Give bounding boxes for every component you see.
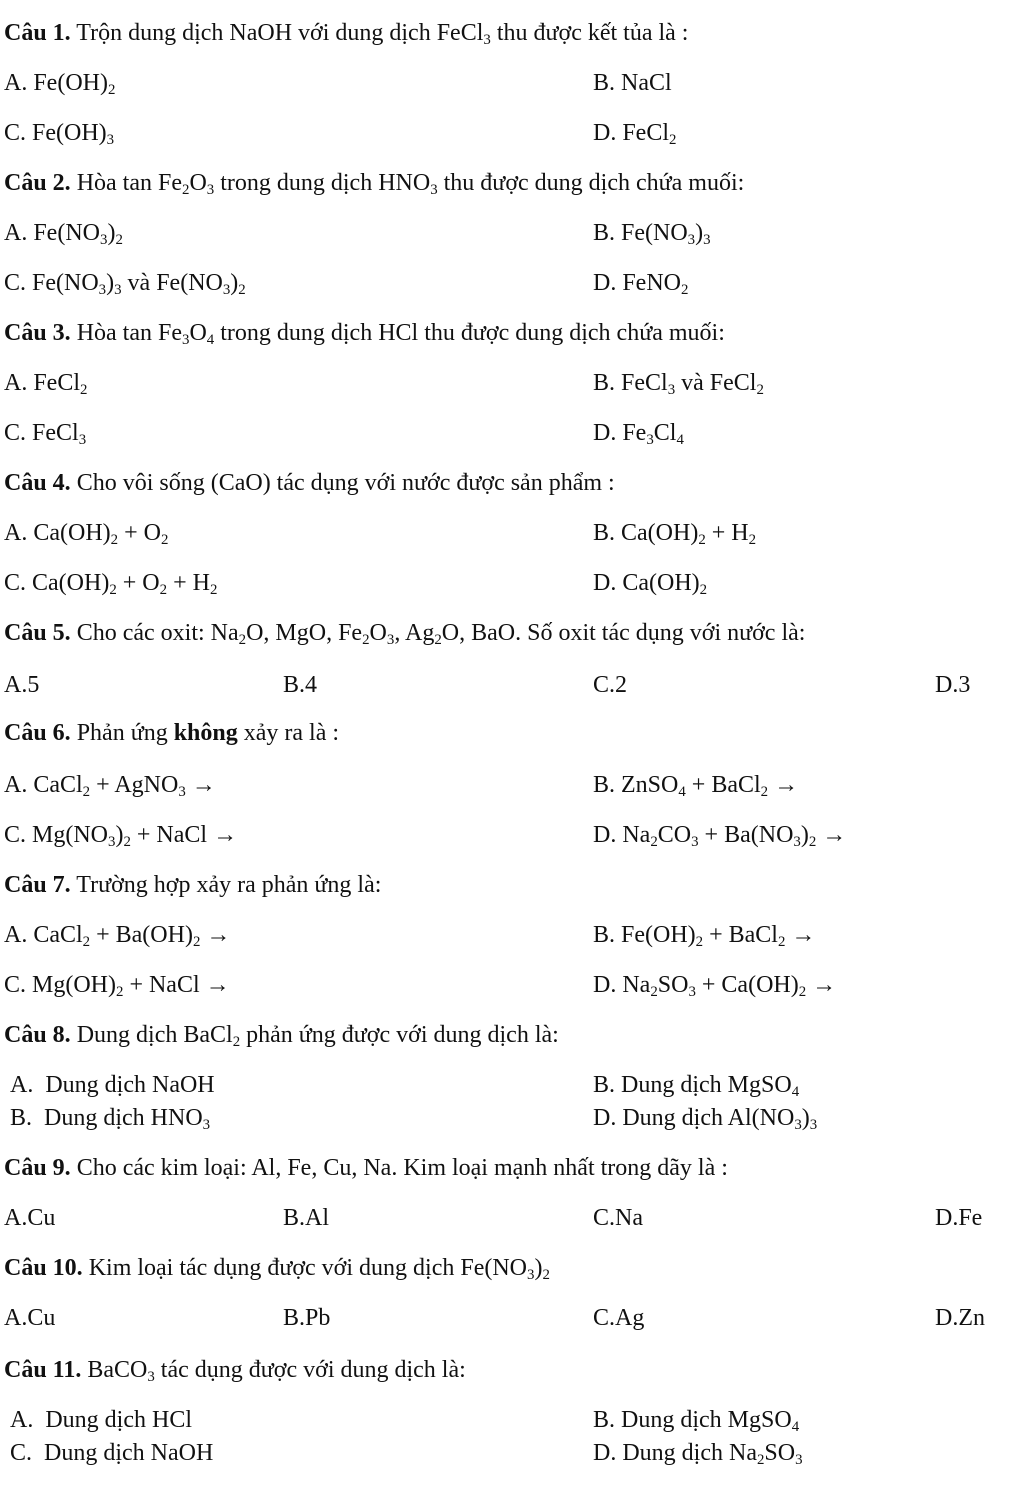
answer-option-2-a: A. $Fe(NO_3)_2$: [4, 220, 123, 249]
question-number: Câu 8.: [4, 1022, 71, 1048]
question-number: Câu 6.: [4, 720, 71, 746]
answer-option-10-b: B.Pb: [283, 1305, 331, 1331]
question-number: Câu 3.: [4, 320, 71, 346]
answer-option-3-d: D. $Fe_3Cl_4$: [593, 420, 684, 449]
question-11: [4, 1357, 466, 1384]
question-6: [4, 720, 339, 747]
answer-option-8-c: B. Dung dịch $HNO_3$: [10, 1105, 211, 1134]
answer-option-1-d: D. FeCl$_2$: [593, 120, 677, 149]
question-text: Cho vôi sống (CaO) tác dụng với nước được sản phẩm :: [70, 470, 615, 496]
question-number: Câu 4.: [4, 470, 71, 496]
question-text: Hòa $\tan Fe_2O_3$ trong dung dịch $HNO_3$ thu được dung dịch chứa muối:: [70, 170, 745, 199]
question-number: Câu 2.: [4, 170, 71, 196]
answer-option-4-b: B. $Ca(OH)_2 + H_2$: [593, 520, 757, 549]
answer-option-2-b: B. $Fe(NO_3)_3$: [593, 220, 711, 249]
answer-option-3-b: B. FeCl$_3$ và FeCl$_2$: [593, 370, 764, 399]
answer-option-5-d: D.3: [935, 672, 971, 698]
answer-option-7-c: C. $Mg(OH)_2$ + NaCl →: [4, 972, 230, 1001]
answer-option-6-a: A. CaCl$_2$ + AgNO$_3$ →: [4, 772, 216, 801]
answer-option-3-a: A. FeCl$_2$: [4, 370, 88, 399]
answer-option-10-c: C.Ag: [593, 1305, 645, 1331]
question-text: Cho các oxit: $Na_2O$, MgO, $Fe_2O_3$, $Ag_2O$, BaO. Số oxit tác dụng với nước là:: [70, 620, 806, 649]
answer-option-4-a: A. $Ca(OH)_2 + O_2$: [4, 520, 169, 549]
question-number: Câu 7.: [4, 872, 71, 898]
question-7: [4, 872, 381, 899]
question-8: [4, 1022, 559, 1049]
answer-option-10-a: A.Cu: [4, 1305, 56, 1331]
question-10: [4, 1255, 550, 1282]
answer-option-4-d: D. $Ca(OH)_2$: [593, 570, 708, 599]
answer-option-5-b: B.4: [283, 672, 318, 698]
answer-option-1-c: C. $Fe(OH)_3$: [4, 120, 115, 149]
question-5: [4, 620, 805, 647]
answer-option-6-b: B. ZnSO$_4$ + BaCl$_2$ →: [593, 772, 799, 801]
answer-option-9-d: D.Fe: [935, 1205, 983, 1231]
question-text: Dung dịch BaCl$_2$ phản ứng được với dung dịch là:: [70, 1022, 559, 1051]
answer-option-9-a: A.Cu: [4, 1205, 56, 1231]
answer-option-7-d: D. $Na_2SO_3 + Ca(OH)_2$ →: [593, 972, 837, 1001]
answer-option-8-d: D. Dung dịch $Al(NO_3)_3$: [593, 1105, 818, 1134]
answer-option-10-d: D.Zn: [935, 1305, 985, 1331]
question-number: Câu 9.: [4, 1155, 71, 1181]
question-1: [4, 20, 688, 47]
answer-option-7-a: A. CaCl$_2$ + $Ba(OH)_2$ →: [4, 922, 231, 951]
answer-option-2-c: C. $Fe(NO_3)_3$ và $Fe(NO_3)_2$: [4, 270, 246, 299]
answer-option-5-c: C.2: [593, 672, 628, 698]
answer-option-3-c: C. FeCl$_3$: [4, 420, 87, 449]
question-text: BaCO$_3$ tác dụng được với dung dịch là:: [81, 1357, 466, 1386]
answer-option-8-b: B. Dung dịch MgSO$_4$: [593, 1072, 800, 1101]
question-2: [4, 170, 744, 197]
answer-option-8-a: A. Dung dịch NaOH: [10, 1072, 215, 1098]
answer-option-9-b: B.Al: [283, 1205, 330, 1231]
answer-option-9-c: C.Na: [593, 1205, 643, 1231]
answer-option-7-b: B. $Fe(OH)_2$ + BaCl$_2$ →: [593, 922, 816, 951]
answer-option-1-b: B. NaCl: [593, 70, 672, 96]
answer-option-6-c: C. $Mg(NO_3)_2$ + NaCl →: [4, 822, 238, 851]
question-number: Câu 1.: [4, 20, 71, 46]
answer-option-6-d: D. $Na_2CO_3 + Ba(NO_3)_2$ →: [593, 822, 847, 851]
question-number: Câu 10.: [4, 1255, 83, 1281]
answer-option-11-a: A. Dung dịch HCl: [10, 1407, 192, 1433]
question-text: Kim loại tác dụng được với dung dịch $Fe(NO_3)_2$: [82, 1255, 550, 1284]
question-text: Trộn dung dịch NaOH với dung dịch FeCl$_3$ thu được kết tủa là :: [70, 20, 689, 49]
question-text: Hòa $\tan Fe_3O_4$ trong dung dịch HCl thu được dung dịch chứa muối:: [70, 320, 725, 349]
question-9: [4, 1155, 728, 1182]
question-text: Cho các kim loại: Al, Fe, Cu, Na. Kim loại mạnh nhất trong dãy là :: [70, 1155, 728, 1181]
answer-option-11-c: C. Dung dịch NaOH: [10, 1440, 214, 1466]
question-text: Phản ứng không xảy ra là :: [70, 720, 340, 746]
answer-option-11-d: D. Dung dịch $Na_2SO_3$: [593, 1440, 803, 1469]
answer-option-4-c: C. $Ca(OH)_2 + O_2 + H_2$: [4, 570, 218, 599]
answer-option-1-a: A. $Fe(OH)_2$: [4, 70, 116, 99]
question-4: [4, 470, 615, 497]
answer-option-2-d: D. FeNO$_2$: [593, 270, 689, 299]
question-3: [4, 320, 725, 347]
question-text: Trường hợp xảy ra phản ứng là:: [70, 872, 382, 898]
answer-option-11-b: B. Dung dịch MgSO$_4$: [593, 1407, 800, 1436]
question-number: Câu 11.: [4, 1357, 82, 1383]
answer-option-5-a: A.5: [4, 672, 40, 698]
question-number: Câu 5.: [4, 620, 71, 646]
